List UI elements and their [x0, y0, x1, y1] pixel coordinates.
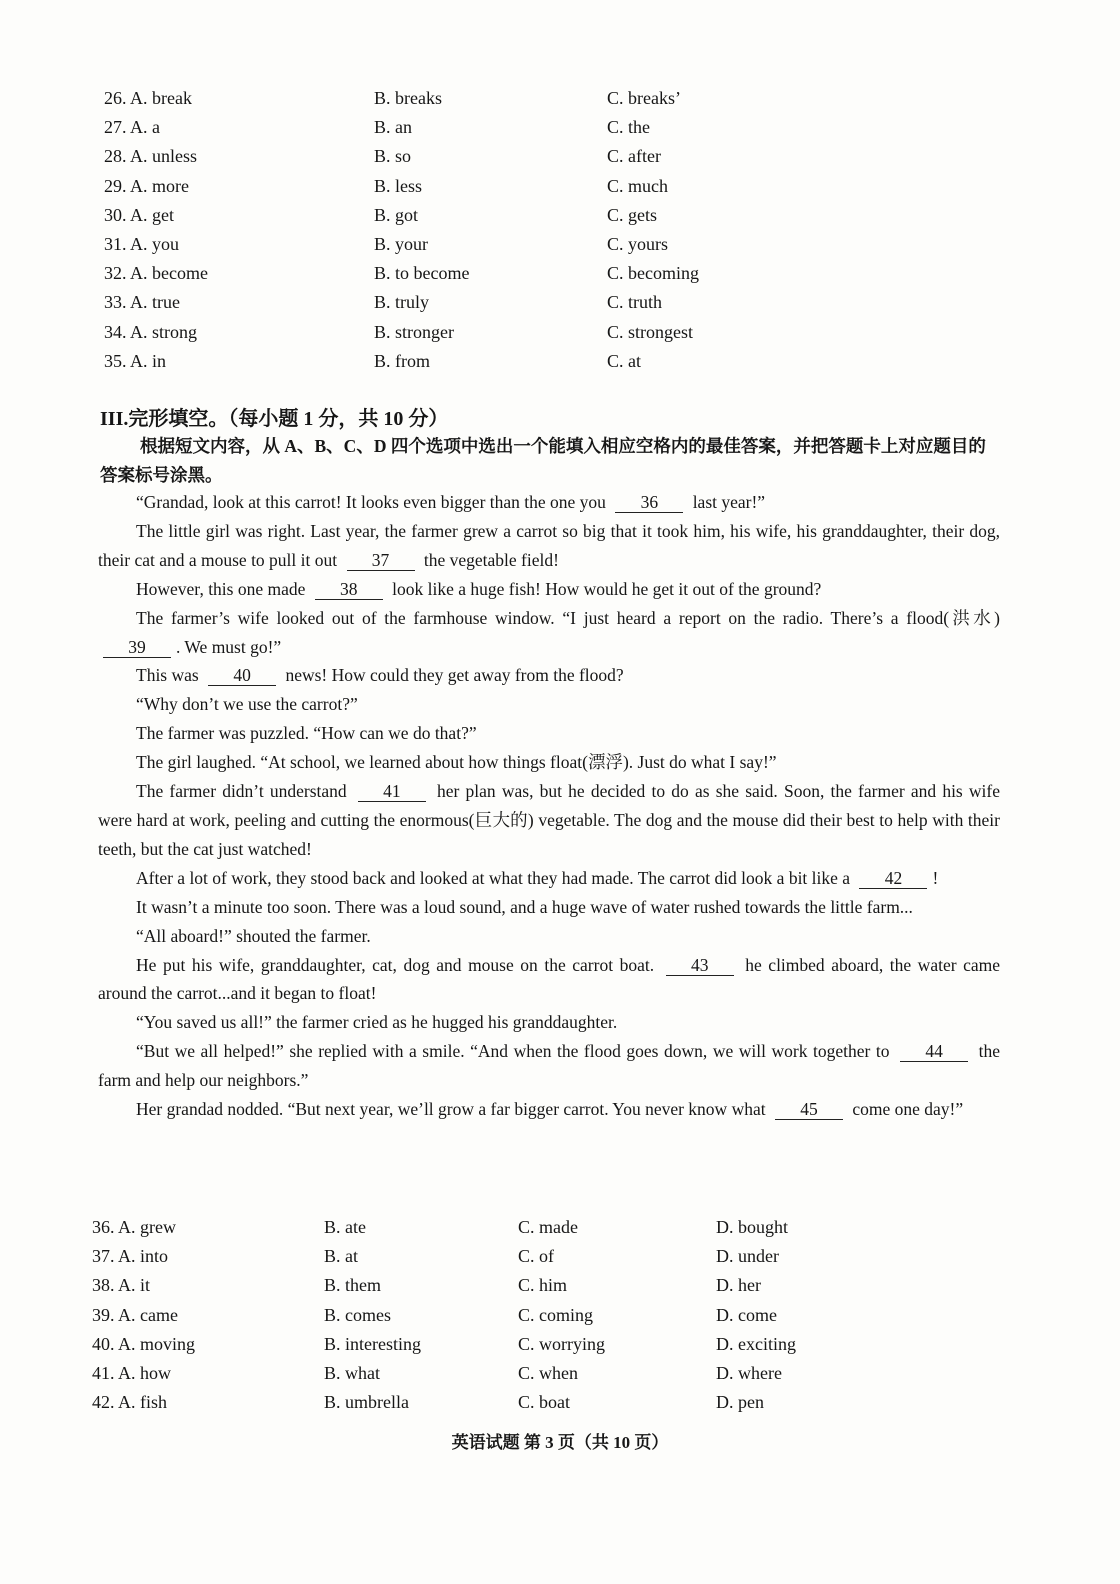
option-row — [104, 142, 804, 171]
paragraph-text: “You saved us all!” the farmer cried as he hugged his granddaughter. — [136, 1012, 618, 1033]
passage-paragraph — [98, 748, 1000, 777]
option-row — [104, 84, 804, 113]
option-c: C. the — [607, 117, 650, 138]
option-a — [104, 113, 160, 142]
option-b: B. them — [324, 1275, 381, 1296]
question-number: 40. — [92, 1333, 115, 1354]
question-number: 41. — [92, 1362, 115, 1383]
option-a — [104, 172, 189, 201]
option-a-text: A. you — [130, 233, 180, 254]
blank-41: 41 — [358, 781, 426, 802]
option-row — [92, 1213, 892, 1242]
option-row — [104, 318, 804, 347]
option-a — [92, 1271, 150, 1300]
paragraph-text: However, this one made — [136, 578, 306, 599]
paragraph-text-after: last year!” — [692, 492, 766, 512]
question-number: 32. — [104, 263, 127, 284]
paragraph-text-after: the farm and help our neighbors.” — [98, 1041, 1001, 1091]
paragraph-text-after: ! — [932, 867, 939, 888]
paragraph-text-after: he climbed aboard, the water came around the carrot...and it began to float! — [98, 954, 1000, 1004]
option-row — [104, 288, 804, 317]
option-a-text: A. more — [130, 175, 189, 196]
options-36-42 — [92, 1213, 892, 1417]
paragraph-text: The girl laughed. “At school, we learned about how things float(漂浮). Just do what I say!” — [136, 752, 777, 773]
paragraph-text: The farmer was puzzled. “How can we do that?” — [136, 723, 477, 744]
option-a — [104, 84, 192, 113]
paragraph-text: Her grandad nodded. “But next year, we’ll grow a far bigger carrot. You never know what — [136, 1099, 766, 1120]
option-row — [104, 113, 804, 142]
passage-paragraph — [98, 604, 1000, 662]
option-a — [104, 201, 174, 230]
blank-36: 36 — [615, 492, 683, 513]
option-a — [104, 347, 166, 376]
option-c: C. after — [607, 146, 661, 167]
question-number: 26. — [104, 88, 127, 108]
paragraph-text-after: come one day!” — [852, 1099, 964, 1120]
passage-paragraph — [98, 690, 1000, 719]
paragraph-text-after: look like a huge fish! How would he get it out of the ground? — [392, 578, 822, 599]
paragraph-text: This was — [136, 665, 199, 686]
option-row — [104, 347, 804, 376]
option-a-text: A. a — [130, 117, 161, 138]
option-d: D. where — [716, 1362, 782, 1383]
option-a — [104, 259, 208, 288]
option-row — [104, 259, 804, 288]
question-number: 35. — [104, 350, 127, 371]
question-number: 31. — [104, 233, 127, 254]
option-b: B. an — [374, 117, 412, 138]
option-row — [92, 1388, 892, 1417]
blank-38: 38 — [315, 579, 383, 600]
option-c: C. breaks’ — [607, 88, 681, 108]
option-b: B. your — [374, 233, 428, 254]
passage-paragraph — [98, 951, 1000, 1009]
paragraph-text-after: her plan was, but he decided to do as she said. Soon, the farmer and his wife were hard at work, peeling and cutting the enormous(巨大的) vegetable. The dog and the mouse did their best to help with their teeth, but the cat just watched! — [98, 781, 1001, 859]
option-b: B. truly — [374, 292, 430, 313]
option-a-text: A. how — [118, 1362, 172, 1383]
passage-paragraph — [98, 1008, 1000, 1037]
passage-paragraph — [98, 1037, 1000, 1095]
paragraph-text: “But we all helped!” she replied with a smile. “And when the flood goes down, we will work together to — [136, 1041, 890, 1062]
passage-paragraph — [98, 777, 1000, 864]
option-row — [104, 201, 804, 230]
paragraph-text-after: . We must go!” — [176, 636, 282, 657]
paragraph-text: “Grandad, look at this carrot! It looks even bigger than the one you — [136, 492, 606, 512]
option-c: C. at — [607, 350, 641, 371]
option-a — [92, 1301, 178, 1330]
paragraph-text-after: news! How could they get away from the flood? — [285, 665, 624, 686]
option-b: B. comes — [324, 1304, 391, 1325]
option-a — [104, 318, 197, 347]
option-b: B. ate — [324, 1217, 366, 1237]
option-c: C. when — [518, 1362, 578, 1383]
option-d: D. bought — [716, 1217, 788, 1237]
blank-40: 40 — [208, 665, 276, 686]
option-d: D. her — [716, 1275, 761, 1296]
question-number: 33. — [104, 292, 127, 313]
option-row — [92, 1271, 892, 1300]
option-c: C. much — [607, 175, 668, 196]
option-d: D. exciting — [716, 1333, 796, 1354]
option-a — [92, 1330, 195, 1359]
question-number: 36. — [92, 1217, 115, 1237]
blank-42: 42 — [859, 868, 927, 889]
question-number: 27. — [104, 117, 127, 138]
paragraph-text: The farmer’s wife looked out of the farmhouse window. “I just heard a report on the radio. There’s a flood(洪水) — [136, 607, 1000, 628]
passage-paragraph — [98, 893, 1000, 922]
paragraph-text: It wasn’t a minute too soon. There was a loud sound, and a huge wave of water rushed towards the little farm... — [136, 896, 913, 917]
option-c: C. worrying — [518, 1333, 605, 1354]
passage-paragraph — [98, 864, 1000, 893]
passage-paragraph — [98, 1095, 1000, 1124]
option-a — [92, 1359, 171, 1388]
question-number: 38. — [92, 1275, 115, 1296]
passage-paragraph — [98, 488, 1000, 517]
option-b: B. stronger — [374, 321, 454, 342]
paragraph-text: The farmer didn’t understand — [136, 781, 347, 802]
option-d: D. pen — [716, 1392, 764, 1413]
option-b: B. umbrella — [324, 1392, 409, 1413]
option-d: D. under — [716, 1246, 779, 1267]
option-a — [104, 230, 179, 259]
blank-44: 44 — [900, 1041, 968, 1062]
paragraph-text: After a lot of work, they stood back and looked at what they had made. The carrot did look a bit like a — [136, 867, 851, 888]
option-c: C. him — [518, 1275, 568, 1296]
question-number: 29. — [104, 175, 127, 196]
option-b: B. to become — [374, 263, 470, 284]
option-row — [92, 1359, 892, 1388]
question-number: 37. — [92, 1246, 115, 1267]
cloze-passage — [98, 488, 1000, 1124]
section-heading: III.完形填空。（每小题 1 分，共 10 分） — [100, 408, 449, 430]
option-a-text: A. came — [118, 1304, 178, 1325]
option-a-text: A. grew — [118, 1217, 176, 1237]
option-row — [104, 230, 804, 259]
question-number: 34. — [104, 321, 127, 342]
option-row — [92, 1330, 892, 1359]
option-a-text: A. moving — [118, 1333, 196, 1354]
option-a-text: A. become — [130, 263, 208, 284]
section-instruction: 根据短文内容，从 A、B、C、D 四个选项中选出一个能填入相应空格内的最佳答案，并把答题卡上对应题目的答案标号涂黑。 — [100, 436, 986, 485]
option-a-text: A. true — [130, 292, 180, 313]
blank-37: 37 — [347, 550, 415, 571]
option-c: C. made — [518, 1217, 578, 1237]
option-c: C. gets — [607, 204, 658, 225]
blank-39: 39 — [103, 637, 171, 658]
option-d: D. come — [716, 1304, 777, 1325]
question-number: 42. — [92, 1392, 115, 1413]
option-c: C. yours — [607, 233, 669, 254]
option-a-text: A. unless — [130, 146, 198, 167]
blank-43: 43 — [666, 955, 734, 976]
option-a — [92, 1388, 167, 1417]
blank-45: 45 — [775, 1099, 843, 1120]
option-b: B. got — [374, 204, 419, 225]
passage-paragraph — [98, 719, 1000, 748]
option-a — [104, 142, 197, 171]
option-c: C. of — [518, 1246, 554, 1267]
question-number: 39. — [92, 1304, 115, 1325]
passage-paragraph — [98, 575, 1000, 604]
paragraph-text: He put his wife, granddaughter, cat, dog and mouse on the carrot boat. — [136, 954, 655, 975]
option-a-text: A. into — [118, 1246, 169, 1267]
option-a-text: A. strong — [130, 321, 198, 342]
option-a — [92, 1242, 168, 1271]
option-a-text: A. fish — [118, 1392, 168, 1413]
option-c: C. becoming — [607, 263, 699, 284]
option-c: C. boat — [518, 1392, 570, 1413]
paragraph-text: “Why don’t we use the carrot?” — [136, 694, 358, 715]
option-b: B. so — [374, 146, 412, 167]
passage-paragraph — [98, 661, 1000, 690]
option-c: C. truth — [607, 292, 663, 313]
question-number: 28. — [104, 146, 127, 167]
option-c: C. coming — [518, 1304, 593, 1325]
option-b: B. less — [374, 175, 423, 196]
passage-paragraph — [98, 922, 1000, 951]
option-a-text: A. it — [118, 1275, 151, 1296]
option-b: B. what — [324, 1362, 380, 1383]
option-a-text: A. break — [130, 88, 192, 108]
option-row — [92, 1242, 892, 1271]
option-b: B. interesting — [324, 1333, 421, 1354]
question-number: 30. — [104, 204, 127, 225]
option-a — [104, 288, 180, 317]
option-row — [104, 172, 804, 201]
option-a-text: A. in — [130, 350, 167, 371]
option-b: B. breaks — [374, 88, 442, 108]
option-a — [92, 1213, 176, 1242]
option-c: C. strongest — [607, 321, 694, 342]
option-b: B. from — [374, 350, 430, 371]
option-b: B. at — [324, 1246, 358, 1267]
paragraph-text-after: the vegetable field! — [423, 549, 559, 570]
option-a-text: A. get — [130, 204, 175, 225]
passage-paragraph — [98, 517, 1000, 575]
option-row — [92, 1301, 892, 1330]
page-footer: 英语试题 第 3 页（共 10 页） — [451, 1433, 669, 1452]
paragraph-text: “All aboard!” shouted the farmer. — [136, 925, 371, 946]
options-26-35 — [104, 84, 804, 376]
paragraph-text: The little girl was right. Last year, the farmer grew a carrot so big that it took him, his wife, his granddaughter, their dog, their cat and a mouse to pull it out — [98, 520, 1000, 570]
